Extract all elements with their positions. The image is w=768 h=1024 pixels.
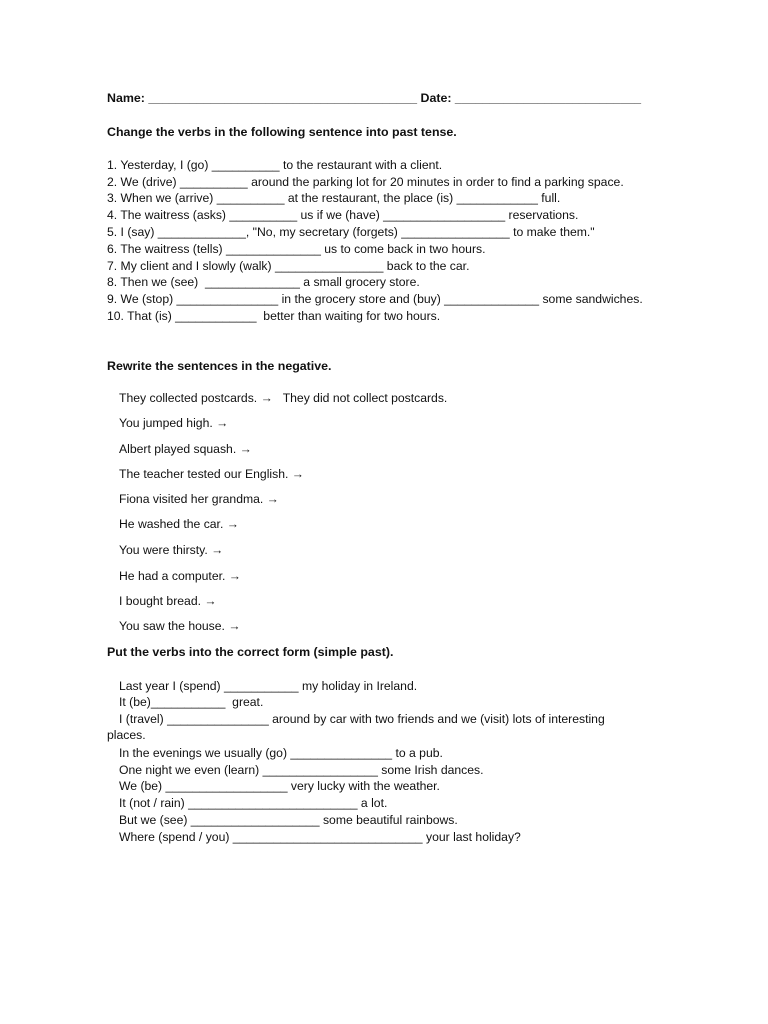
section2-item: Fiona visited her grandma. → — [119, 492, 279, 506]
section2-item: Albert played squash. → — [119, 442, 252, 456]
section3-heading: Put the verbs into the correct form (simple past). — [107, 645, 394, 659]
section2-item: You were thirsty. → — [119, 543, 224, 557]
section3-item-wrap: places. — [107, 728, 146, 742]
section2-item: You saw the house. → — [119, 619, 241, 633]
section1-item: 9. We (stop) _______________ in the grocery store and (buy) ______________ some sandwiches. — [107, 292, 643, 306]
section1-item: 7. My client and I slowly (walk) ________________ back to the car. — [107, 259, 470, 273]
section2-item: He washed the car. → — [119, 517, 239, 531]
section3-item: I (travel) _______________ around by car with two friends and we (visit) lots of interesting — [119, 712, 605, 726]
section3-item: But we (see) ___________________ some beautiful rainbows. — [119, 813, 458, 827]
section3-item: Where (spend / you) ____________________________ your last holiday? — [119, 830, 521, 844]
section2-item: I bought bread. → — [119, 594, 217, 608]
section1-heading: Change the verbs in the following sentence into past tense. — [107, 125, 457, 139]
section1-item: 10. That (is) ____________ better than waiting for two hours. — [107, 309, 441, 323]
section1-item: 3. When we (arrive) __________ at the restaurant, the place (is) ____________ full. — [107, 191, 561, 205]
section1-item: 4. The waitress (asks) __________ us if we (have) __________________ reservations. — [107, 208, 579, 222]
section3-item: It (be)___________ great. — [119, 695, 264, 709]
section1-item: 2. We (drive) __________ around the parking lot for 20 minutes in order to find a parking space. — [107, 175, 624, 189]
section2-item: He had a computer. → — [119, 569, 241, 583]
section1-item: 6. The waitress (tells) ______________ us to come back in two hours. — [107, 242, 486, 256]
section2-item: They collected postcards. → They did not collect postcards. — [119, 391, 448, 405]
section3-item: One night we even (learn) _________________ some Irish dances. — [119, 763, 484, 777]
section3-item: It (not / rain) _________________________ a lot. — [119, 796, 388, 810]
section1-item: 8. Then we (see) ______________ a small grocery store. — [107, 275, 420, 289]
section3-item: In the evenings we usually (go) _______________ to a pub. — [119, 746, 443, 760]
section3-item: We (be) __________________ very lucky with the weather. — [119, 779, 440, 793]
section1-item: 1. Yesterday, I (go) __________ to the restaurant with a client. — [107, 158, 443, 172]
section2-heading: Rewrite the sentences in the negative. — [107, 359, 332, 373]
section2-item: The teacher tested our English. → — [119, 467, 304, 481]
section2-item: You jumped high. → — [119, 416, 229, 430]
section1-item: 5. I (say) _____________, "No, my secretary (forgets) ________________ to make them." — [107, 225, 595, 239]
name-date-line: Name: _______________________________________ Date: ___________________________ — [107, 91, 641, 105]
section3-item: Last year I (spend) ___________ my holiday in Ireland. — [119, 679, 418, 693]
